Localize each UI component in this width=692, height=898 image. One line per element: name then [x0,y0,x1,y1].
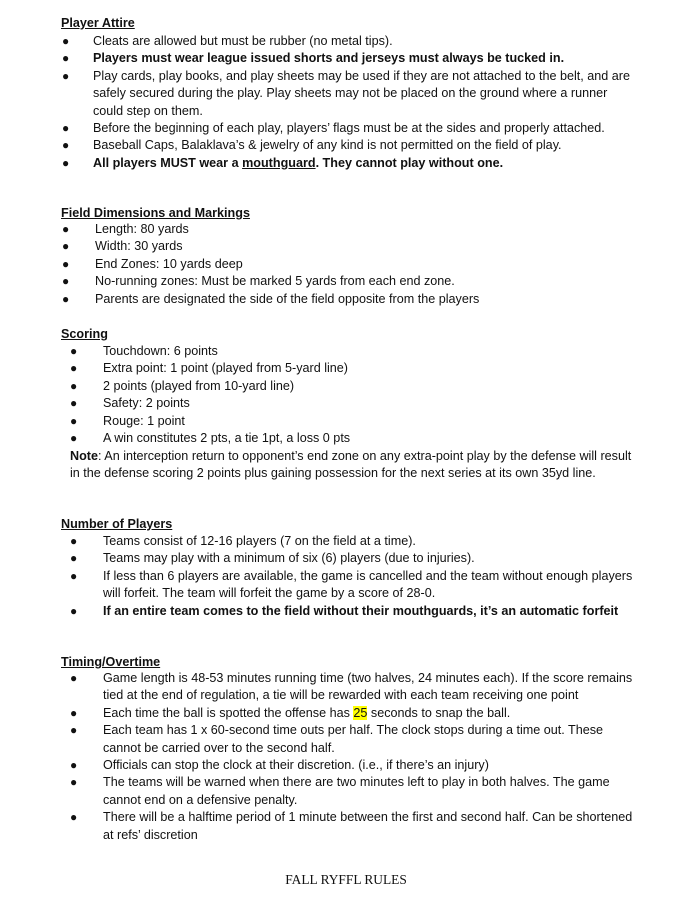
bullet-icon: ● [70,723,78,738]
timing-list [70,670,633,844]
list-item: ● If less than 6 players are available, the game is cancelled and the team without enough players will forfeit. The team will forfeit the game by a score of 28-0. [70,568,633,601]
bullet-icon: ● [62,155,70,170]
list-item: ● If an entire team comes to the field without their mouthguards, it’s an automatic forfeit [103,603,633,620]
section-heading-number-of-players: Number of Players [61,517,173,531]
bullet-icon: ● [70,775,78,790]
list-item: ● Safety: 2 points [103,395,643,412]
section-heading-field-dimensions: Field Dimensions and Markings [61,206,250,220]
highlighted-seconds: 25 [353,705,368,720]
bullet-icon: ● [70,551,78,566]
list-item: ● Teams may play with a minimum of six (6) players (due to injuries). [103,550,633,567]
field-dimensions-list [62,221,640,308]
bullet-icon: ● [70,534,78,548]
list-item: ● Teams consist of 12-16 players (7 on the field at a time). [103,533,633,550]
list-item: ● Before the beginning of each play, players’ flags must be at the sides and properly attached. [93,120,638,137]
list-item: ● 2 points (played from 10-yard line) [103,378,643,395]
bullet-icon: ● [70,378,78,393]
bullet-icon: ● [62,291,70,306]
bullet-icon: ● [70,810,78,825]
bullet-icon: ● [70,568,78,583]
list-item: ● Each time the ball is spotted the offense has 25 seconds to snap the ball. [103,705,633,722]
list-item: ● There will be a halftime period of 1 minute between the first and second half. Can be shortened at refs’ discretion [70,810,633,842]
scoring-list [70,343,643,447]
bullet-icon: ● [62,222,70,236]
bullet-icon: ● [70,705,78,720]
list-item: ● Cleats are allowed but must be rubber (no metal tips). [93,33,638,50]
number-of-players-list [70,533,633,620]
bullet-icon: ● [62,34,70,48]
bullet-icon: ● [62,239,70,254]
player-attire-list [62,33,638,172]
section-heading-player-attire: Player Attire [61,16,135,30]
list-item: ● Length: 80 yards [95,221,640,238]
list-item: ● No-running zones: Must be marked 5 yards from each end zone. [95,273,640,290]
bullet-icon: ● [62,256,70,271]
section-heading-timing-overtime: Timing/Overtime [61,655,161,669]
list-item: ● Width: 30 yards [95,238,640,255]
list-item: ● Parents are designated the side of the field opposite from the players [95,291,640,308]
list-item: ● Players must wear league issued shorts and jerseys must always be tucked in. [93,50,638,67]
list-item: ● Game length is 48-53 minutes running time (two halves, 24 minutes each). If the score remains tied at the end of regulation, a tie will be rewarded with each team receiving one point [70,671,633,703]
bullet-icon: ● [70,671,78,685]
list-item: ● A win constitutes 2 pts, a tie 1pt, a loss 0 pts [103,430,643,447]
scoring-note: Note: An interception return to opponent’s end zone on any extra-point play by the defense will result in the defense scoring 2 points plus gaining possession for the next series at its own 35yd line. [70,449,632,481]
bullet-icon: ● [62,274,70,289]
list-item: ● End Zones: 10 yards deep [95,256,640,273]
list-item: ● Play cards, play books, and play sheets may be used if they are not attached to the belt, and are safely secured during the play. Play sheets may not be placed on the ground where a runner could step on them. [62,68,630,118]
bullet-icon: ● [70,758,78,773]
list-item: ● Rouge: 1 point [103,413,643,430]
bullet-icon: ● [70,344,78,358]
bullet-icon: ● [70,431,78,446]
list-item: ● Touchdown: 6 points [103,343,643,360]
list-item: ● Officials can stop the clock at their discretion. (i.e., if there’s an injury) [103,757,633,774]
list-item: ● Each team has 1 x 60-second time outs per half. The clock stops during a time out. These cannot be carried over to the second half. [70,723,604,755]
bullet-icon: ● [62,51,70,66]
list-item-mouthguard: ● All players MUST wear a mouthguard. They cannot play without one. [93,155,638,172]
bullet-icon: ● [62,138,70,153]
list-item: ● Extra point: 1 point (played from 5-yard line) [103,360,643,377]
bullet-icon: ● [62,68,70,83]
bullet-icon: ● [70,361,78,376]
bullet-icon: ● [70,603,78,618]
bullet-icon: ● [70,396,78,411]
list-item: ● Baseball Caps, Balaklava’s & jewelry of any kind is not permitted on the field of play. [93,137,638,154]
list-item: ● The teams will be warned when there are two minutes left to play in both halves. The game cannot end on a defensive penalty. [70,775,610,807]
bullet-icon: ● [62,121,70,136]
section-heading-scoring: Scoring [61,327,108,341]
bullet-icon: ● [70,413,78,428]
page-footer: FALL RYFFL RULES [285,872,407,887]
